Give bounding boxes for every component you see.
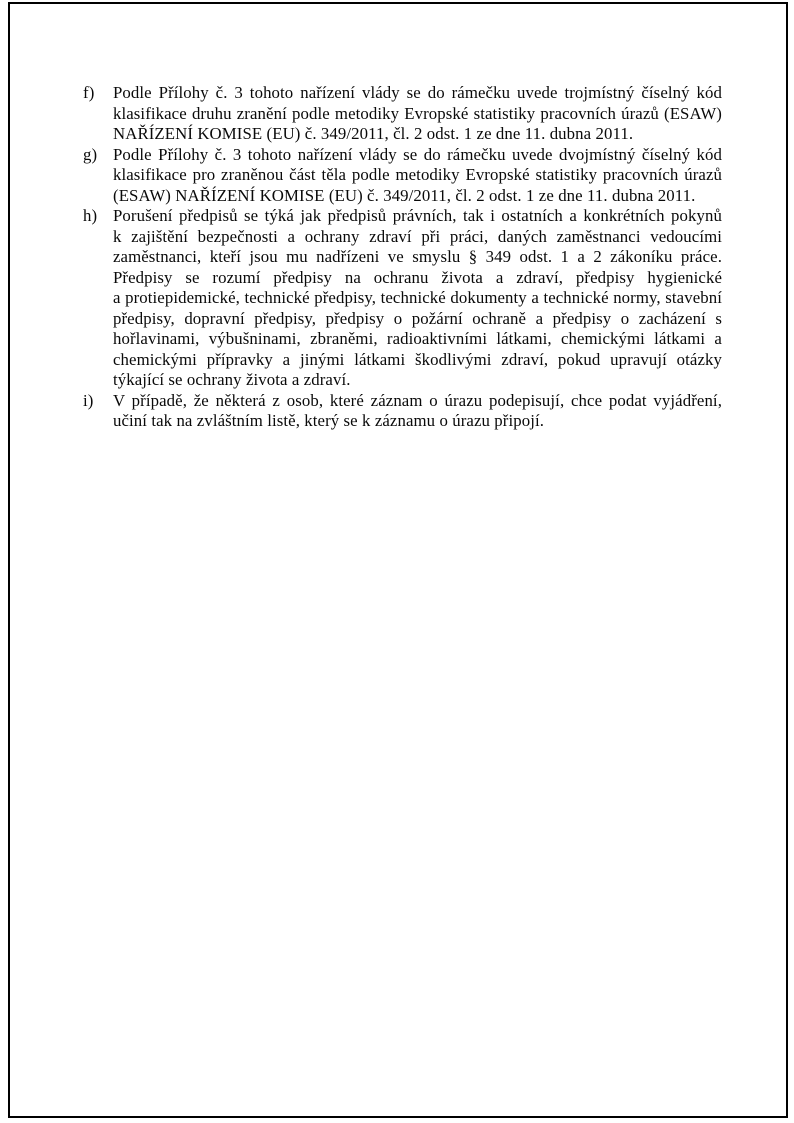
list-item-marker: i) — [83, 390, 94, 410]
list-item-i — [83, 391, 722, 432]
list-item-h — [83, 206, 722, 391]
list-item-text: V případě, že některá z osob, které záznam o úrazu podepisují, chce podat vyjádření, učiní tak na zvláštním listě, který se k záznamu o úrazu připojí. — [113, 390, 722, 430]
list-item-text: Podle Přílohy č. 3 tohoto nařízení vlády se do rámečku uvede trojmístný číselný kód klasifikace druhu zranění podle metodiky Evropské statistiky pracovních úrazů (ESAW) NAŘÍZENÍ KOMISE (EU) č. 349/2011, čl. 2 odst. 1 ze dne 11. dubna 2011. — [113, 83, 722, 143]
list-item-marker: g) — [83, 144, 98, 164]
list-item-f — [83, 83, 722, 145]
list-item-g — [83, 145, 722, 207]
list-item-text: Podle Přílohy č. 3 tohoto nařízení vlády se do rámečku uvede dvojmístný číselný kód klasifikace pro zraněnou část těla podle metodiky Evropské statistiky pracovních úrazů (ESAW) NAŘÍZENÍ KOMISE (EU) č. 349/2011, čl. 2 odst. 1 ze dne 11. dubna 2011. — [113, 144, 722, 205]
list-item-marker: f) — [83, 83, 95, 102]
list-item-marker: h) — [83, 206, 98, 225]
document-content — [83, 83, 722, 432]
list-item-text: Porušení předpisů se týká jak předpisů právních, tak i ostatních a konkrétních pokynů k zajištění bezpečnosti a ochrany zdraví při práci, daných zaměstnanci vedoucími zaměstnanci, kteří jsou mu nadřízeni ve smyslu § 349 odst. 1 a 2 zákoníku práce. Předpisy se rozumí předpisy na ochranu života a zdraví, předpisy hygienické a protiepidemické, technické předpisy, technické dokumenty a technické normy, stavební předpisy, dopravní předpisy, předpisy o požární ochraně a předpisy o zacházení s hořlavinami, výbušninami, zbraněmi, radioaktivními látkami, chemickými látkami a chemickými přípravky a jinými látkami škodlivými zdraví, pokud upravují otázky týkající se ochrany života a zdraví. — [113, 206, 722, 389]
